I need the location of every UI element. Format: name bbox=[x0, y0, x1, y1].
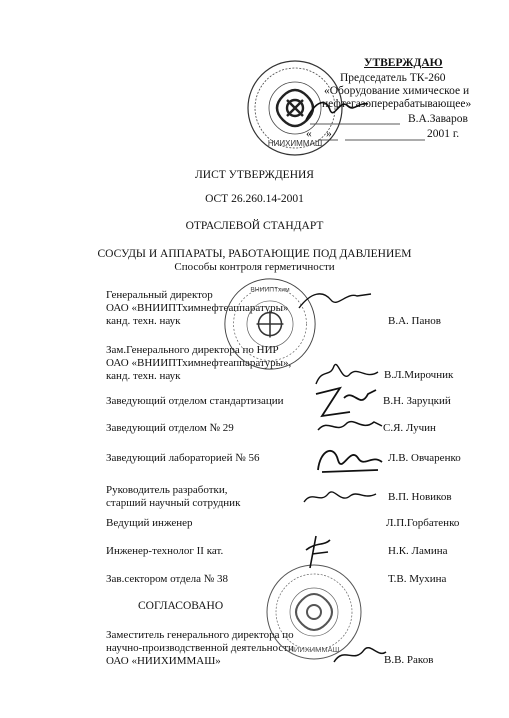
document-code: ОСТ 26.260.14-2001 bbox=[205, 193, 304, 205]
sheet-title: ЛИСТ УТВЕРЖДЕНИЯ bbox=[195, 169, 314, 181]
signature-panov bbox=[295, 286, 375, 316]
signature-lamina bbox=[300, 532, 340, 572]
signatory-6-name: В.П. Новиков bbox=[388, 491, 452, 503]
signatory-9-name: Т.В. Мухина bbox=[388, 573, 447, 585]
signatory-2-name: В.Л.Мирочник bbox=[384, 369, 454, 381]
signatory-4-position: Заведующий отделом № 29 bbox=[106, 422, 234, 434]
approval-heading: УТВЕРЖДАЮ bbox=[364, 57, 443, 69]
approval-line-1: Председатель ТК-260 bbox=[340, 72, 446, 84]
signatory-5-position: Заведующий лабораторией № 56 bbox=[106, 452, 260, 464]
signatory-1-line-3: канд. техн. наук bbox=[106, 315, 181, 327]
approval-date-mid: » bbox=[326, 128, 332, 140]
signatory-6-position bbox=[106, 484, 240, 510]
document-title: СОСУДЫ И АППАРАТЫ, РАБОТАЮЩИЕ ПОД ДАВЛЕНИЕМ bbox=[97, 248, 412, 260]
signatory-7-name: Л.П.Горбатенко bbox=[386, 517, 460, 529]
signature-zavarov bbox=[302, 92, 372, 128]
signatory-7-position: Ведущий инженер bbox=[106, 517, 193, 529]
signature-rakov bbox=[330, 640, 390, 670]
approval-line-3: нефтегазоперерабатывающее» bbox=[322, 98, 472, 110]
signatory-1-line-1: Генеральный директор bbox=[106, 289, 213, 301]
document-type: ОТРАСЛЕВОЙ СТАНДАРТ bbox=[185, 220, 324, 232]
signatory-3-name: В.Н. Заруцкий bbox=[383, 395, 451, 407]
agreed-name: В.В. Раков bbox=[384, 654, 434, 666]
signature-ovcharenko bbox=[312, 440, 386, 480]
seal-middle-text: ВНИИПТхим bbox=[250, 286, 290, 294]
signatory-1-name: В.А. Панов bbox=[388, 315, 441, 327]
seal-bottom-text: НИИХИММАШ bbox=[288, 645, 340, 654]
document-subtitle: Способы контроля герметичности bbox=[174, 261, 335, 273]
signatory-8-name: Н.К. Ламина bbox=[388, 545, 448, 557]
signatory-2-line-3: канд. техн. наук bbox=[106, 370, 181, 382]
approval-year: 2001 г. bbox=[427, 128, 460, 140]
signatory-2-line-1: Зам.Генерального директора по НИР bbox=[106, 344, 279, 356]
agreed-line-2: научно-производственной деятельности bbox=[106, 642, 294, 654]
signatory-8-position: Инженер-технолог II кат. bbox=[106, 545, 224, 557]
agreed-line-1: Заместитель генерального директора по bbox=[106, 629, 294, 641]
agreed-heading: СОГЛАСОВАНО bbox=[138, 600, 224, 612]
signature-novikov bbox=[300, 482, 380, 512]
signatory-9-position: Зав.сектором отдела № 38 bbox=[106, 573, 228, 585]
signatory-4-name: С.Я. Лучин bbox=[383, 422, 436, 434]
agreed-line-3: ОАО «НИИХИММАШ» bbox=[106, 655, 221, 667]
seal-top-text: НИИХИММАШ bbox=[267, 139, 323, 148]
signatory-2-line-2: ОАО «ВНИИПТхимнефтеаппаратуры», bbox=[106, 357, 292, 369]
approval-signer: В.А.Заваров bbox=[408, 113, 468, 125]
signatory-1-line-2: ОАО «ВНИИПТхимнефтеаппаратуры» bbox=[106, 302, 289, 314]
signatory-6-line-2: старший научный сотрудник bbox=[106, 497, 241, 509]
signatory-3-position: Заведующий отделом стандартизации bbox=[106, 395, 284, 407]
approval-line-2: «Оборудование химическое и bbox=[324, 85, 470, 97]
approval-date-open: « bbox=[306, 128, 312, 140]
signatory-6-line-1: Руководитель разработки, bbox=[106, 484, 228, 496]
signature-luchin bbox=[314, 414, 384, 440]
signatory-5-name: Л.В. Овчаренко bbox=[388, 452, 461, 464]
